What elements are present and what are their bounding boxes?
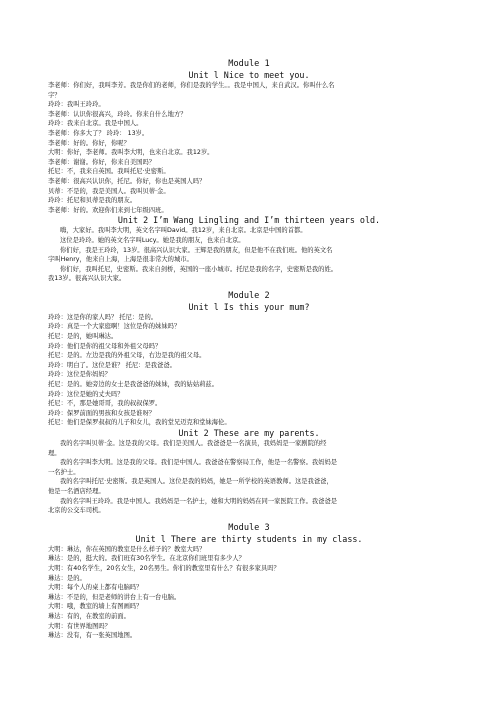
- dialogue-line: 李老师：你们好，我叫李芳。我是你们的老师，你们是我的学生。。我是中国人，来自武汉。你叫什么名: [48, 82, 335, 89]
- dialogue-line: 玲玲：保罗前面的男孩和女孩是谁呀？: [48, 409, 156, 417]
- dialogue-line: 玲玲：明白了。这位是谁？ 托尼：是我爸爸。: [48, 361, 176, 369]
- dialogue-line: 玲玲：这位是她的丈夫吗？: [48, 390, 124, 398]
- dialogue-line: 玲玲：我来自北京。我是中国人。: [48, 120, 143, 128]
- module-1-title: Module 1: [228, 59, 270, 69]
- module-3-unit-1-dialogue: [48, 545, 450, 641]
- dialogue-line: 玲玲：这是你的家人吗？ 托尼：是的。: [48, 313, 158, 321]
- module-1-unit-1-dialogue: [48, 81, 450, 215]
- module-1-unit-1-title: Unit l Nice to meet you.: [188, 70, 310, 80]
- module-3-unit-1-title: Unit l There are thirty students in my class.: [135, 533, 363, 544]
- passage-line: 我的名字叫贝蒂·金。这是我的父母。我们是美国人。我爸爸是一名演员，我妈妈是一家剧院的经: [60, 440, 327, 447]
- dialogue-line: 李老师：谢谢。你好，你来自美国吗？: [48, 158, 156, 166]
- dialogue-line: 李老师：认识你很高兴，玲玲。你来自什么地方？: [48, 110, 187, 118]
- dialogue-line: 托尼：是的，她叫琳达。: [48, 333, 118, 341]
- dialogue-line: 琳达：有的，在教室的前面。: [48, 612, 130, 620]
- dialogue-line: 大明：有世界地图吗？: [48, 622, 111, 630]
- passage-line: 你们好，我叫托尼，史密斯。我来自剑桥，英国的一座小城市。托尼是我的名字，史密斯是我的姓。: [60, 265, 338, 273]
- dialogue-line: 托尼：是的。她旁边的女士是我爸爸的妹妹，我的姑姑莉兹。: [48, 381, 219, 389]
- dialogue-line: 琳达：是的，挺大的。我们班有30名学生。在北京你们班里有多少人？: [48, 555, 245, 563]
- dialogue-line: 李老师：好的。欢迎你们来到七年级四班。: [48, 206, 168, 214]
- dialogue-line: 贝蒂：不是的，我是美国人。我叫贝蒂·金。: [48, 187, 170, 195]
- dialogue-line: 琳达：是的。: [48, 574, 86, 582]
- module-2-unit-1-dialogue: [48, 313, 450, 428]
- passage-line: 我的名字叫李大明。这是我的父母。我们是中国人。我爸爸在警察局工作，他是一名警察。我妈妈是: [60, 459, 338, 467]
- passage-line: 北京的公交车司机。: [48, 507, 105, 515]
- passage-line: 这位是玲玲。她的英文名字叫Lucy。她是我的朋友，也来自北京。: [60, 236, 245, 244]
- dialogue-line: 玲玲：这位是你妈妈？: [48, 371, 111, 379]
- dialogue-line: 李老师：好的。你好，你呢？: [48, 139, 130, 147]
- module-2-unit-1-title: Unit l Is this your mum?: [188, 301, 310, 312]
- module-1-unit-2-passage: [48, 226, 450, 284]
- passage-line: 字叫Henry，他来自上海，上海是很非常大的城市。: [48, 256, 193, 264]
- passage-line: 嗨，大家好。我叫李大明，英文名字叫David。我12岁，来自北京。北京是中国的首都。: [60, 227, 307, 235]
- dialogue-line: 托尼：不，那是她哥哥，我的叔叔保罗。: [48, 400, 162, 408]
- module-3-title: Module 3: [228, 522, 270, 533]
- dialogue-line: 李老师：很高兴认识你，托尼。你好，你也是英国人吗？: [48, 177, 206, 185]
- dialogue-line: 字？: [48, 91, 61, 99]
- passage-line: 一名护士。: [48, 468, 80, 476]
- module-1-unit-2-title: Unit 2 I’m Wang Lingling and I’m thirteen years old.: [117, 215, 381, 226]
- module-2-title: Module 2: [228, 290, 270, 301]
- passage-line: 你们好，我是王玲玲，13岁。很高兴认识大家。王辉是我的朋友，但是他不在我们班。他的英文名: [60, 246, 333, 254]
- dialogue-line: 李老师：你多大了？ 玲玲： 13岁。: [48, 129, 149, 137]
- dialogue-line: 托尼：是的。左边是我的外祖父母，右边是我的祖父母。: [48, 352, 206, 360]
- passage-line: 我13岁。很高兴认识大家。: [48, 275, 126, 283]
- dialogue-line: 托尼：他们是保罗叔叔的儿子和女儿，我的堂兄迈克和堂妹海伦。: [48, 419, 231, 427]
- passage-line: 我的名字叫王玲玲。我是中国人。我妈妈是一名护士，她和大明的妈妈在同一家医院工作。我爸爸是: [60, 497, 338, 505]
- module-2-unit-2-passage: [48, 439, 450, 516]
- dialogue-line: 琳达：没有，有一张英国地图。: [48, 632, 137, 640]
- dialogue-line: 大明：有40名学生，20名女生，20名男生。你们的教室里有什么？有很多家具吗？: [48, 564, 280, 572]
- dialogue-line: 玲玲：托尼和贝蒂是我的朋友。: [48, 197, 137, 205]
- dialogue-line: 大明：琳达，你在英国的教室是什么样子的？教室大吗？: [48, 545, 206, 553]
- module-2-unit-2-title: Unit 2 These are my parents.: [178, 428, 320, 438]
- passage-line: 我的名字叫托尼·史密斯。我是英国人。这位是我的妈妈，她是一所学校的英语教师。这是我爸爸，: [60, 478, 333, 486]
- passage-line: 理。: [48, 449, 61, 457]
- dialogue-line: 大明：你好，李老师。我叫李大明，也来自北京。我12岁。: [48, 149, 214, 157]
- dialogue-line: 大明：哦，教室的墙上有图画吗？: [48, 603, 143, 611]
- dialogue-line: 玲玲：我叫王玲玲。: [48, 101, 105, 109]
- dialogue-line: 托尼：不，我来自英国。我叫托尼·史密斯。: [48, 168, 170, 176]
- dialogue-line: 琳达：不是的，但是老师的讲台上有一台电脑。: [48, 593, 181, 601]
- dialogue-line: 玲玲：他们是你的祖父母和外祖父母吗？: [48, 342, 162, 350]
- passage-line: 他是一名酒店经理。: [48, 487, 105, 495]
- dialogue-line: 大明：每个人的桌上都有电脑吗？: [48, 584, 143, 592]
- dialogue-line: 玲玲：真是一个大家庭啊！这位是你的妹妹吗？: [48, 323, 181, 331]
